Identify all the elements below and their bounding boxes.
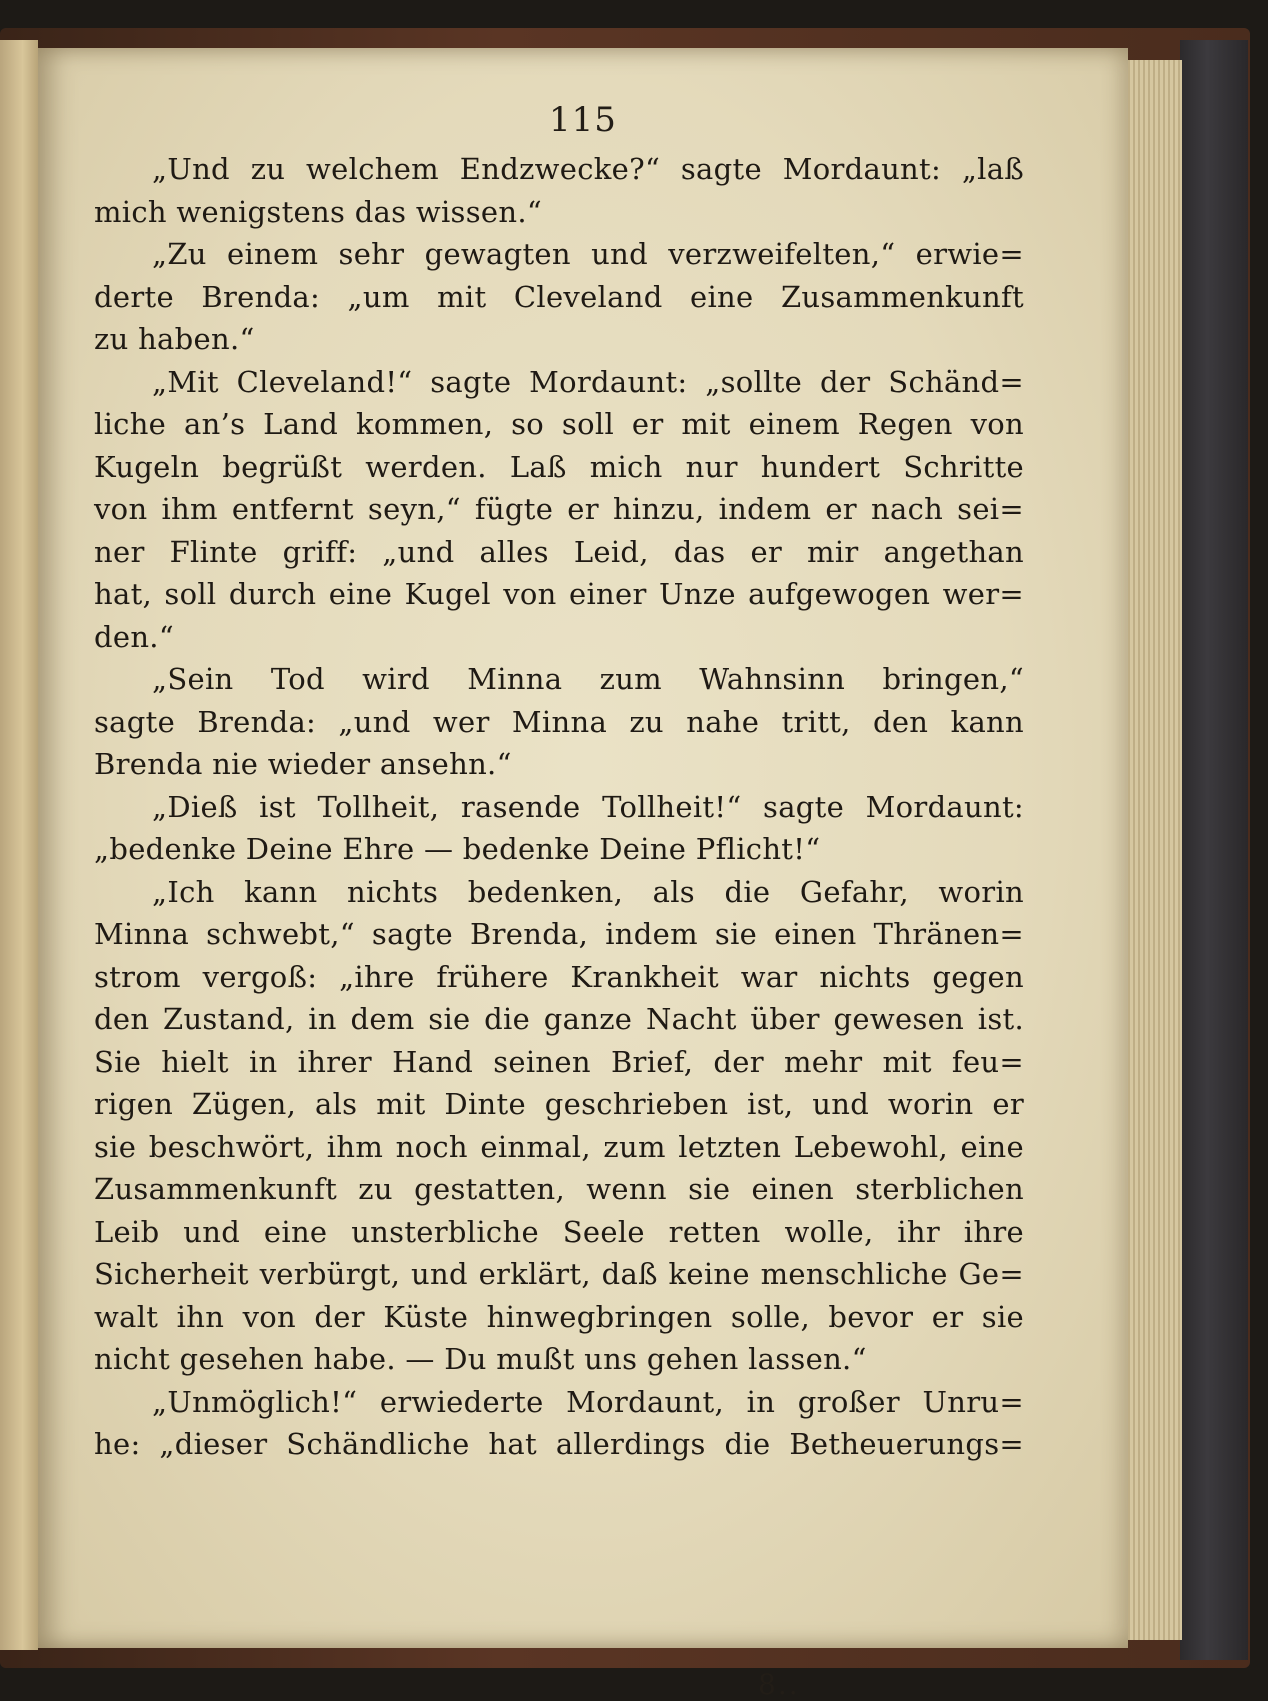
book-page	[38, 48, 1128, 1701]
text-line: he: „dieser Schändliche hat allerdings die Betheuerungs=	[94, 1427, 1024, 1461]
text-line: mich wenigstens das wissen.“	[94, 194, 542, 229]
text-line: Leib und eine unsterbliche Seele retten wolle, ihr ihre	[94, 1214, 1024, 1249]
text-line: Zusammenkunft zu gestatten, wenn sie einen sterblichen	[94, 1172, 1024, 1206]
text-line: „Zu einem sehr gewagten und verzweifelten,“ erwie=	[152, 237, 1024, 271]
text-line: Sie hielt in ihrer Hand seinen Brief, der mehr mit feu=	[94, 1044, 1024, 1079]
text-line: derte Brenda: „um mit Cleveland eine Zusammenkunft	[94, 279, 1024, 314]
page-text	[94, 148, 1024, 1466]
text-line: „Und zu welchem Endzwecke?“ sagte Mordaunt: „laß	[152, 152, 1024, 186]
text-line: Sicherheit verbürgt, und erklärt, daß keine menschliche Ge=	[94, 1257, 1024, 1291]
text-line: hat, soll durch eine Kugel von einer Unze aufgewogen wer=	[94, 577, 1024, 611]
text-line: sie beschwört, ihm noch einmal, zum letzten Lebewohl, eine	[94, 1129, 1024, 1164]
page-edges	[1120, 60, 1182, 1640]
text-line: den.“	[94, 619, 174, 654]
text-line: walt ihn von der Küste hinwegbringen solle, bevor er sie	[94, 1299, 1024, 1334]
page-number: 115	[549, 100, 617, 140]
book-back-cover	[1180, 40, 1248, 1660]
text-line: „Dieß ist Tollheit, rasende Tollheit!“ sagte Mordaunt:	[152, 789, 1024, 824]
text-line: liche an’s Land kommen, so soll er mit einem Regen von	[94, 407, 1024, 441]
text-line: nicht gesehen habe. — Du mußt uns gehen lassen.“	[94, 1342, 867, 1376]
text-line: „Ich kann nichts bedenken, als die Gefahr, worin	[152, 874, 1024, 909]
text-line: den Zustand, in dem sie die ganze Nacht über gewesen ist.	[94, 1002, 1024, 1036]
facing-page-edge	[0, 40, 38, 1650]
text-line: „Mit Cleveland!“ sagte Mordaunt: „sollte der Schänd=	[152, 364, 1024, 399]
text-line: „Sein Tod wird Minna zum Wahnsinn bringen,“	[152, 662, 1024, 696]
text-line: strom vergoß: „ihre frühere Krankheit war nichts gegen	[94, 959, 1024, 994]
catchword: 8..	[758, 1668, 800, 1701]
text-line: Brenda nie wieder ansehn.“	[94, 747, 512, 781]
text-line: sagte Brenda: „und wer Minna zu nahe tritt, den kann	[94, 704, 1024, 739]
text-line: „Unmöglich!“ erwiederte Mordaunt, in großer Unru=	[152, 1384, 1024, 1419]
text-line: „bedenke Deine Ehre — bedenke Deine Pflicht!“	[94, 832, 821, 866]
text-line: Minna schwebt,“ sagte Brenda, indem sie einen Thränen=	[94, 917, 1024, 951]
text-line: Kugeln begrüßt werden. Laß mich nur hundert Schritte	[94, 449, 1024, 484]
text-line: zu haben.“	[94, 322, 255, 356]
text-line: rigen Zügen, als mit Dinte geschrieben ist, und worin er	[94, 1087, 1024, 1121]
text-line: von ihm entfernt seyn,“ fügte er hinzu, indem er nach sei=	[94, 492, 1024, 526]
text-line: ner Flinte griff: „und alles Leid, das er mir angethan	[94, 534, 1024, 569]
